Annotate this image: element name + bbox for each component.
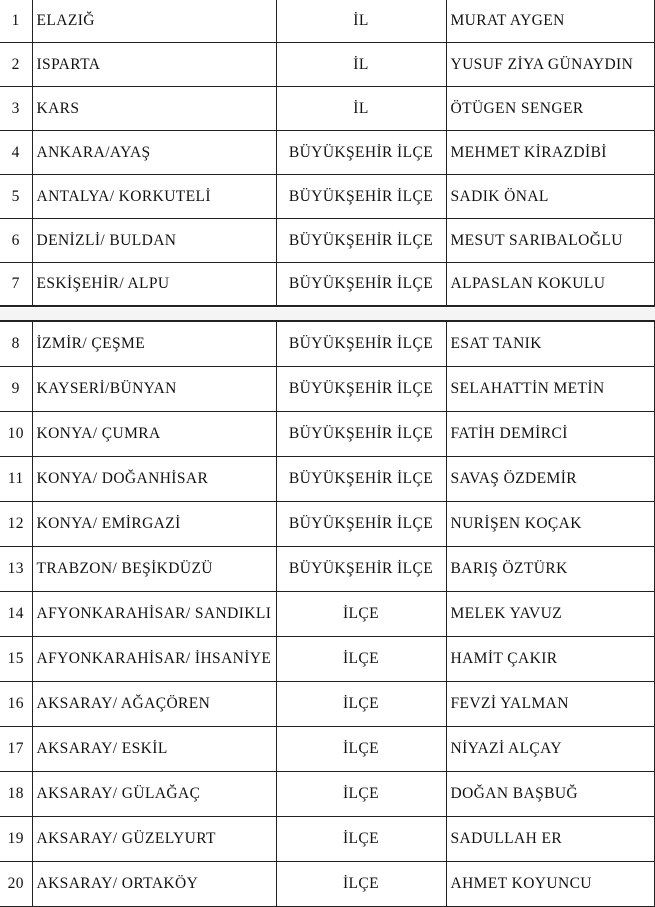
appointment-table-part-2 xyxy=(0,320,655,907)
place-cell: TRABZON/ BEŞİKDÜZÜ xyxy=(32,546,276,591)
name-cell: SELAHATTİN METİN xyxy=(446,366,654,411)
table-row xyxy=(0,636,654,681)
table-row xyxy=(0,0,654,42)
name-cell: HAMİT ÇAKIR xyxy=(446,636,654,681)
place-cell: ESKİŞEHİR/ ALPU xyxy=(32,262,276,306)
place-cell: AFYONKARAHİSAR/ SANDIKLI xyxy=(32,591,276,636)
place-cell: ISPARTA xyxy=(32,42,276,86)
row-number: 2 xyxy=(0,42,32,86)
row-number: 6 xyxy=(0,218,32,262)
type-cell: BÜYÜKŞEHİR İLÇE xyxy=(276,321,446,366)
table-row xyxy=(0,321,654,366)
type-cell: BÜYÜKŞEHİR İLÇE xyxy=(276,174,446,218)
place-cell: ANKARA/AYAŞ xyxy=(32,130,276,174)
name-cell: DOĞAN BAŞBUĞ xyxy=(446,771,654,816)
table-row xyxy=(0,591,654,636)
table-row xyxy=(0,174,654,218)
name-cell: AHMET KOYUNCU xyxy=(446,861,654,906)
name-cell: ÖTÜGEN SENGER xyxy=(446,86,654,130)
table-row xyxy=(0,42,654,86)
type-cell: İLÇE xyxy=(276,681,446,726)
row-number: 10 xyxy=(0,411,32,456)
table-row xyxy=(0,456,654,501)
place-cell: AKSARAY/ GÜLAĞAÇ xyxy=(32,771,276,816)
place-cell: KONYA/ ÇUMRA xyxy=(32,411,276,456)
name-cell: SADULLAH ER xyxy=(446,816,654,861)
table-row xyxy=(0,130,654,174)
row-number: 12 xyxy=(0,501,32,546)
row-number: 16 xyxy=(0,681,32,726)
place-cell: AKSARAY/ ORTAKÖY xyxy=(32,861,276,906)
row-number: 5 xyxy=(0,174,32,218)
row-number: 11 xyxy=(0,456,32,501)
name-cell: ALPASLAN KOKULU xyxy=(446,262,654,306)
place-cell: ELAZIĞ xyxy=(32,0,276,42)
row-number: 8 xyxy=(0,321,32,366)
name-cell: SADIK ÖNAL xyxy=(446,174,654,218)
name-cell: NİYAZİ ALÇAY xyxy=(446,726,654,771)
type-cell: BÜYÜKŞEHİR İLÇE xyxy=(276,411,446,456)
place-cell: KONYA/ DOĞANHİSAR xyxy=(32,456,276,501)
table-row xyxy=(0,771,654,816)
row-number: 7 xyxy=(0,262,32,306)
name-cell: NURİŞEN KOÇAK xyxy=(446,501,654,546)
name-cell: FATİH DEMİRCİ xyxy=(446,411,654,456)
type-cell: İL xyxy=(276,86,446,130)
type-cell: BÜYÜKŞEHİR İLÇE xyxy=(276,366,446,411)
type-cell: BÜYÜKŞEHİR İLÇE xyxy=(276,130,446,174)
row-number: 19 xyxy=(0,816,32,861)
table-row xyxy=(0,681,654,726)
type-cell: İL xyxy=(276,42,446,86)
table-row xyxy=(0,546,654,591)
place-cell: KARS xyxy=(32,86,276,130)
table-row xyxy=(0,861,654,906)
place-cell: İZMİR/ ÇEŞME xyxy=(32,321,276,366)
row-number: 3 xyxy=(0,86,32,130)
row-number: 15 xyxy=(0,636,32,681)
appointment-table-part-1 xyxy=(0,0,655,307)
name-cell: MEHMET KİRAZDİBİ xyxy=(446,130,654,174)
place-cell: DENİZLİ/ BULDAN xyxy=(32,218,276,262)
name-cell: ESAT TANIK xyxy=(446,321,654,366)
type-cell: İLÇE xyxy=(276,591,446,636)
place-cell: ANTALYA/ KORKUTELİ xyxy=(32,174,276,218)
type-cell: İLÇE xyxy=(276,861,446,906)
row-number: 17 xyxy=(0,726,32,771)
type-cell: BÜYÜKŞEHİR İLÇE xyxy=(276,218,446,262)
place-cell: AFYONKARAHİSAR/ İHSANİYE xyxy=(32,636,276,681)
name-cell: FEVZİ YALMAN xyxy=(446,681,654,726)
row-number: 13 xyxy=(0,546,32,591)
table-row xyxy=(0,411,654,456)
type-cell: İLÇE xyxy=(276,816,446,861)
type-cell: BÜYÜKŞEHİR İLÇE xyxy=(276,546,446,591)
type-cell: İLÇE xyxy=(276,771,446,816)
place-cell: AKSARAY/ AĞAÇÖREN xyxy=(32,681,276,726)
type-cell: İLÇE xyxy=(276,636,446,681)
table-row xyxy=(0,816,654,861)
row-number: 14 xyxy=(0,591,32,636)
row-number: 9 xyxy=(0,366,32,411)
name-cell: MELEK YAVUZ xyxy=(446,591,654,636)
type-cell: BÜYÜKŞEHİR İLÇE xyxy=(276,262,446,306)
table-row xyxy=(0,366,654,411)
table-row xyxy=(0,86,654,130)
type-cell: BÜYÜKŞEHİR İLÇE xyxy=(276,456,446,501)
name-cell: BARIŞ ÖZTÜRK xyxy=(446,546,654,591)
name-cell: YUSUF ZİYA GÜNAYDIN xyxy=(446,42,654,86)
table-row xyxy=(0,501,654,546)
row-number: 1 xyxy=(0,0,32,42)
type-cell: İL xyxy=(276,0,446,42)
table-row xyxy=(0,218,654,262)
row-number: 4 xyxy=(0,130,32,174)
name-cell: SAVAŞ ÖZDEMİR xyxy=(446,456,654,501)
place-cell: AKSARAY/ GÜZELYURT xyxy=(32,816,276,861)
place-cell: KAYSERİ/BÜNYAN xyxy=(32,366,276,411)
page-break-gap xyxy=(0,308,655,320)
name-cell: MESUT SARIBALOĞLU xyxy=(446,218,654,262)
table-row xyxy=(0,726,654,771)
row-number: 18 xyxy=(0,771,32,816)
table-row xyxy=(0,262,654,306)
type-cell: İLÇE xyxy=(276,726,446,771)
place-cell: KONYA/ EMİRGAZİ xyxy=(32,501,276,546)
name-cell: MURAT AYGEN xyxy=(446,0,654,42)
place-cell: AKSARAY/ ESKİL xyxy=(32,726,276,771)
row-number: 20 xyxy=(0,861,32,906)
type-cell: BÜYÜKŞEHİR İLÇE xyxy=(276,501,446,546)
